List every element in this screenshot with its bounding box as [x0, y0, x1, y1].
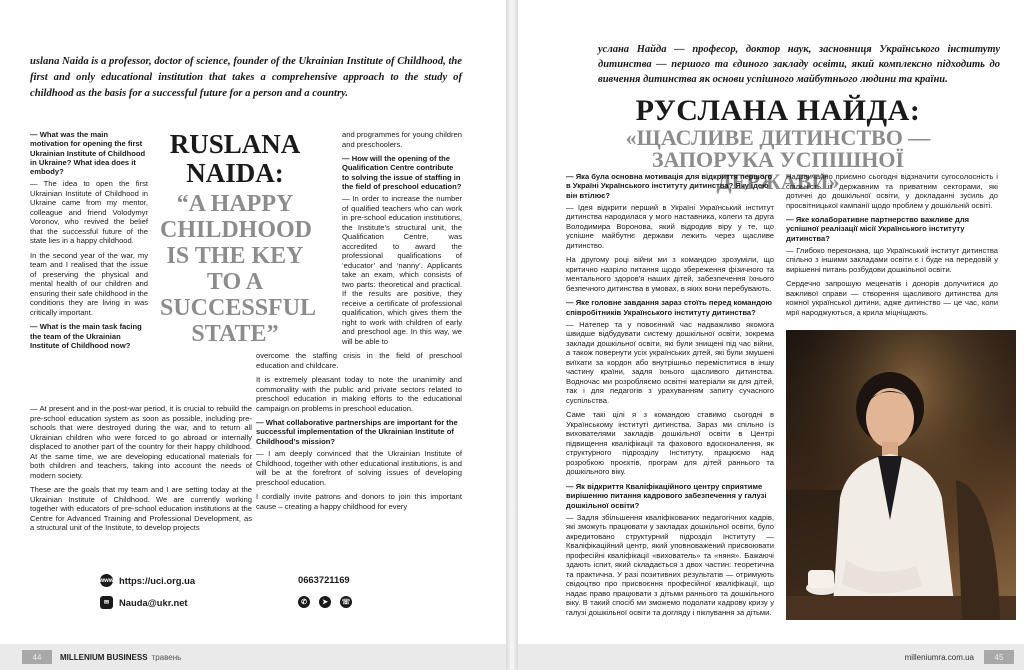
contact-website[interactable] — [100, 574, 195, 587]
column-left-wide — [30, 404, 252, 566]
portrait-illustration — [786, 330, 1016, 620]
contact-phone[interactable] — [298, 574, 350, 585]
question-3: — How will the opening of the Qualification Centre contribute to solving the issue of staffing in the field of preschool education? — [342, 154, 462, 191]
title-slogan-ua: «ЩАСЛИВЕ ДИТИНСТВО — ЗАПОРУКА УСПІШНОЇ ДЕРЖАВИ» — [625, 124, 931, 195]
contacts-block — [100, 572, 400, 612]
issue-month: травень — [151, 652, 182, 662]
footer-website[interactable]: milleniumra.com.ua — [904, 652, 974, 662]
answer-4-ua: — Глибоко переконана, що Український інститут дитинства спільно з іншими закладами освіти є і буде на передовій у вирішенні питань розбудови дошкільної освіти. — [786, 245, 998, 274]
email-icon: ✉ — [100, 596, 113, 609]
answer-4: — I am deeply convinced that the Ukrainian Institute of Childhood, together with other educational institutions, is and will be at the forefront of solving issues of developing preschool education. — [256, 449, 462, 487]
answer-2-ua: — Натепер та у повоєнний час надважливо якомога швидше відбудувати систему дошкільної освіти, зокрема заклади дошкільної освіти, які були знищені під час війни, а також повернути усіх українських дітей, які були змушені виїхати за кордон або внутрішньо переміститися в іншу частину країни, задля їхнього щасливого дитинства. Водночас ми розробляємо освітні матеріали як для дітей, так і для педагогів з урахуванням запиту сучасного суспільства. — [566, 319, 774, 405]
email-link[interactable]: Nauda@ukr.net — [119, 597, 188, 608]
column-right-2 — [786, 172, 998, 324]
question-1: — What was the main motivation for opening the first Ukrainian Institute of Childhood in Ukraine? What idea does it embody? — [30, 130, 146, 177]
answer-1-ua: — Ідея відкрити перший в Україні Український інститут дитинства народилася у мого наставника, колеги та друга Володимира Воронова, який відродив віру у те, що успішне майбутнє держави лежить через щасливе дитинство. — [566, 202, 774, 250]
answer-3-continued: overcome the staffing crisis in the field of preschool education and childcare. — [256, 351, 462, 370]
viber-icon[interactable]: ✆ — [298, 596, 310, 608]
portrait-photo — [786, 330, 1016, 620]
answer-4-continued: I cordially invite patrons and donors to join this important cause – creating a happy childhood for every — [256, 492, 462, 511]
right-page — [518, 0, 1024, 670]
answer-1: — The idea to open the first Ukrainian Institute of Childhood in Ukraine came from my mentor, colleague and friend Volodymyr Voronov, who revived the belief that the successful future of the state lies in a happy childhood. — [30, 179, 148, 246]
intro-paragraph-ua: услана Найда — професор, доктор наук, засновниця Українського інституту дитинства — першого та єдиного закладу освіти, який комплексно підходить до вивчення дитинства як основи успішного майбутнього людини та країни. — [598, 44, 1000, 85]
footer-right — [518, 644, 1024, 670]
question-2-ua: — Яке головне завдання зараз стоїть перед командою співробітників Українського інституту дитинства? — [566, 298, 773, 317]
page-number-left: 44 — [22, 650, 52, 664]
answer-1-continued: In the second year of the war, my team and I realised that the issue of preserving the physical and mental health of our children and ensuring their safe childhood in the conditions they are living in was critically important. — [30, 250, 148, 317]
question-4-ua: — Яке колаборативне партнерство важливе для успішної реалізації місії Українського інституту дитинства? — [786, 215, 970, 243]
answer-4b-ua: Сердечно запрошую меценатів і донорів долучитися до важливої справи — створення щасливого дитинства для кожної української дитини, адже дитинство — це час, коли мрії народжуються, а крила міцніщають. — [786, 279, 998, 317]
page-number-right: 45 — [984, 650, 1014, 664]
telegram-icon[interactable]: ➤ — [319, 596, 331, 608]
answer-1b-ua: На другому році війни ми з командою зрозуміли, що критично назріло питання щодо збереження фізичного та ментального здоров'я наших дітей, забезпечення їхнього безпечного дитинства в умовах, в яких вони перебувають. — [566, 255, 774, 293]
whatsapp-icon[interactable]: ☏ — [340, 596, 352, 608]
answer-2-continued: These are the goals that my team and I are setting today at the Ukrainian Institute of Childhood. We are currently working together with educators of pre-school education institutions at the Centre for Advanced Training and Professional Development, as a structural unit of the Institute, to develop projects — [30, 485, 252, 532]
page-gutter — [506, 0, 518, 670]
question-3-ua: — Як відкриття Кваліфікаційного центру сприятиме вирішенню питання кадрового забезпечення у галузі дошкільної освіти? — [566, 481, 767, 510]
answer-3b-ua: Надзвичайно приємно сьогодні відзначити сугосолосність і спільність із державним та приватним секторами, які дотичні до дошкільної освіти, у докладанні зусиль до просвітницької кампанії щодо проблем у дошкільній освіті. — [786, 172, 998, 210]
answer-3-ua: — Задля збільшення кваліфікованих педагогічних кадрів, які зможуть працювати у закладах дошкільної освіти, було акредитовано структурний підрозділ Інституту — Кваліфікаційний центр, який уповноважений присвоювати професійні кваліфікації «вихователь» та «няня». Бажаючі здають іспит, який складається з двох частин: теоретична та практична. У разі позитивних результатів — отримують свідоцтво про присвоєння професійної кваліфікації, що надає право працювати з дітьми раннього та дошкільного віку. В такий спосіб ми зможемо подолати кадрову кризу у галузі дошкільної освіти та догляду і піклування за дітьми. — [566, 512, 774, 617]
footer-left — [0, 644, 506, 670]
question-4: — What collaborative partnerships are important for the successful implementation of the Ukrainian Institute of Childhood’s mission? — [256, 418, 458, 446]
column-right-1 — [566, 172, 774, 630]
messenger-icons — [298, 596, 361, 608]
answer-3: — In order to increase the number of qualified teachers who can work in pre-school education institutions, the Institute's structural unit, the Qualification Centre, was accredited to award the professional qualifications of ‘educator’ and ‘nanny’. Applicants take an exam, which consists of two parts: theoretical and practical. If the results are positive, they receive a certificate of professional qualification, which gives them the right to work with children of early and preschool age. In this way, we will be able to — [342, 194, 462, 346]
title-name: RUSLANA NAIDA: — [169, 129, 301, 189]
column-left-3 — [256, 130, 462, 558]
magazine-name: MILLENIUM BUSINESS — [60, 652, 148, 662]
question-2: — What is the main task facing the team of the Ukrainian Institute of Childhood now? — [30, 322, 142, 351]
answer-3-note: It is extremely pleasant today to note the unanimity and commonality with the public and private sectors related to preschool education in making efforts to the educational campaign on problems in preschool education. — [256, 375, 462, 413]
globe-icon: www — [100, 574, 113, 587]
column-left-1 — [30, 130, 148, 398]
question-1-ua: — Яка була основна мотивація для відкриття першого в Україні Українського інституту дитинства? Яку ідею він втілює? — [566, 172, 773, 200]
intro-paragraph-en: uslana Naida is a professor, doctor of science, founder of the Ukrainian Institute of Childhood, the first and only educational institution that takes a comprehensive approach to the study of childhood as the basis for a successful future for a person and a country. — [30, 56, 462, 99]
left-page — [0, 0, 506, 670]
contact-email[interactable] — [100, 596, 188, 609]
answer-2b-ua: Саме такі цілі я з командою ставимо сьогодні в Українському інституті дитинства. Зараз ми спільно із вихователями закладів дошкільної освіти в Центрі підвищення кваліфікації та фахового вдосконалення, як структурного підрозділу Інституту, працюємо над розробкою проєктів, програм для дітей раннього та дошкільного віку. — [566, 410, 774, 477]
answer-2: — At present and in the post-war period, it is crucial to rebuild the pre-school education system as soon as possible, including pre-schools that were destroyed during the war, and to return all Ukrainian children who were forced to go abroad or internally displaced to another part of the country for their happy childhood. At the same time, we are developing educational materials for both children and teachers, taking into account the needs of modern society. — [30, 404, 252, 480]
title-name-ua: РУСЛАНА НАЙДА: — [635, 94, 921, 127]
phone-number[interactable]: 0663721169 — [298, 574, 350, 585]
title-slogan: “A HAPPY CHILDHOOD IS THE KEY TO A SUCCESSFUL STATE” — [160, 191, 317, 347]
answer-2-end: and programmes for young children and preschoolers. — [342, 130, 462, 149]
website-link[interactable]: https://uci.org.ua — [119, 575, 196, 586]
